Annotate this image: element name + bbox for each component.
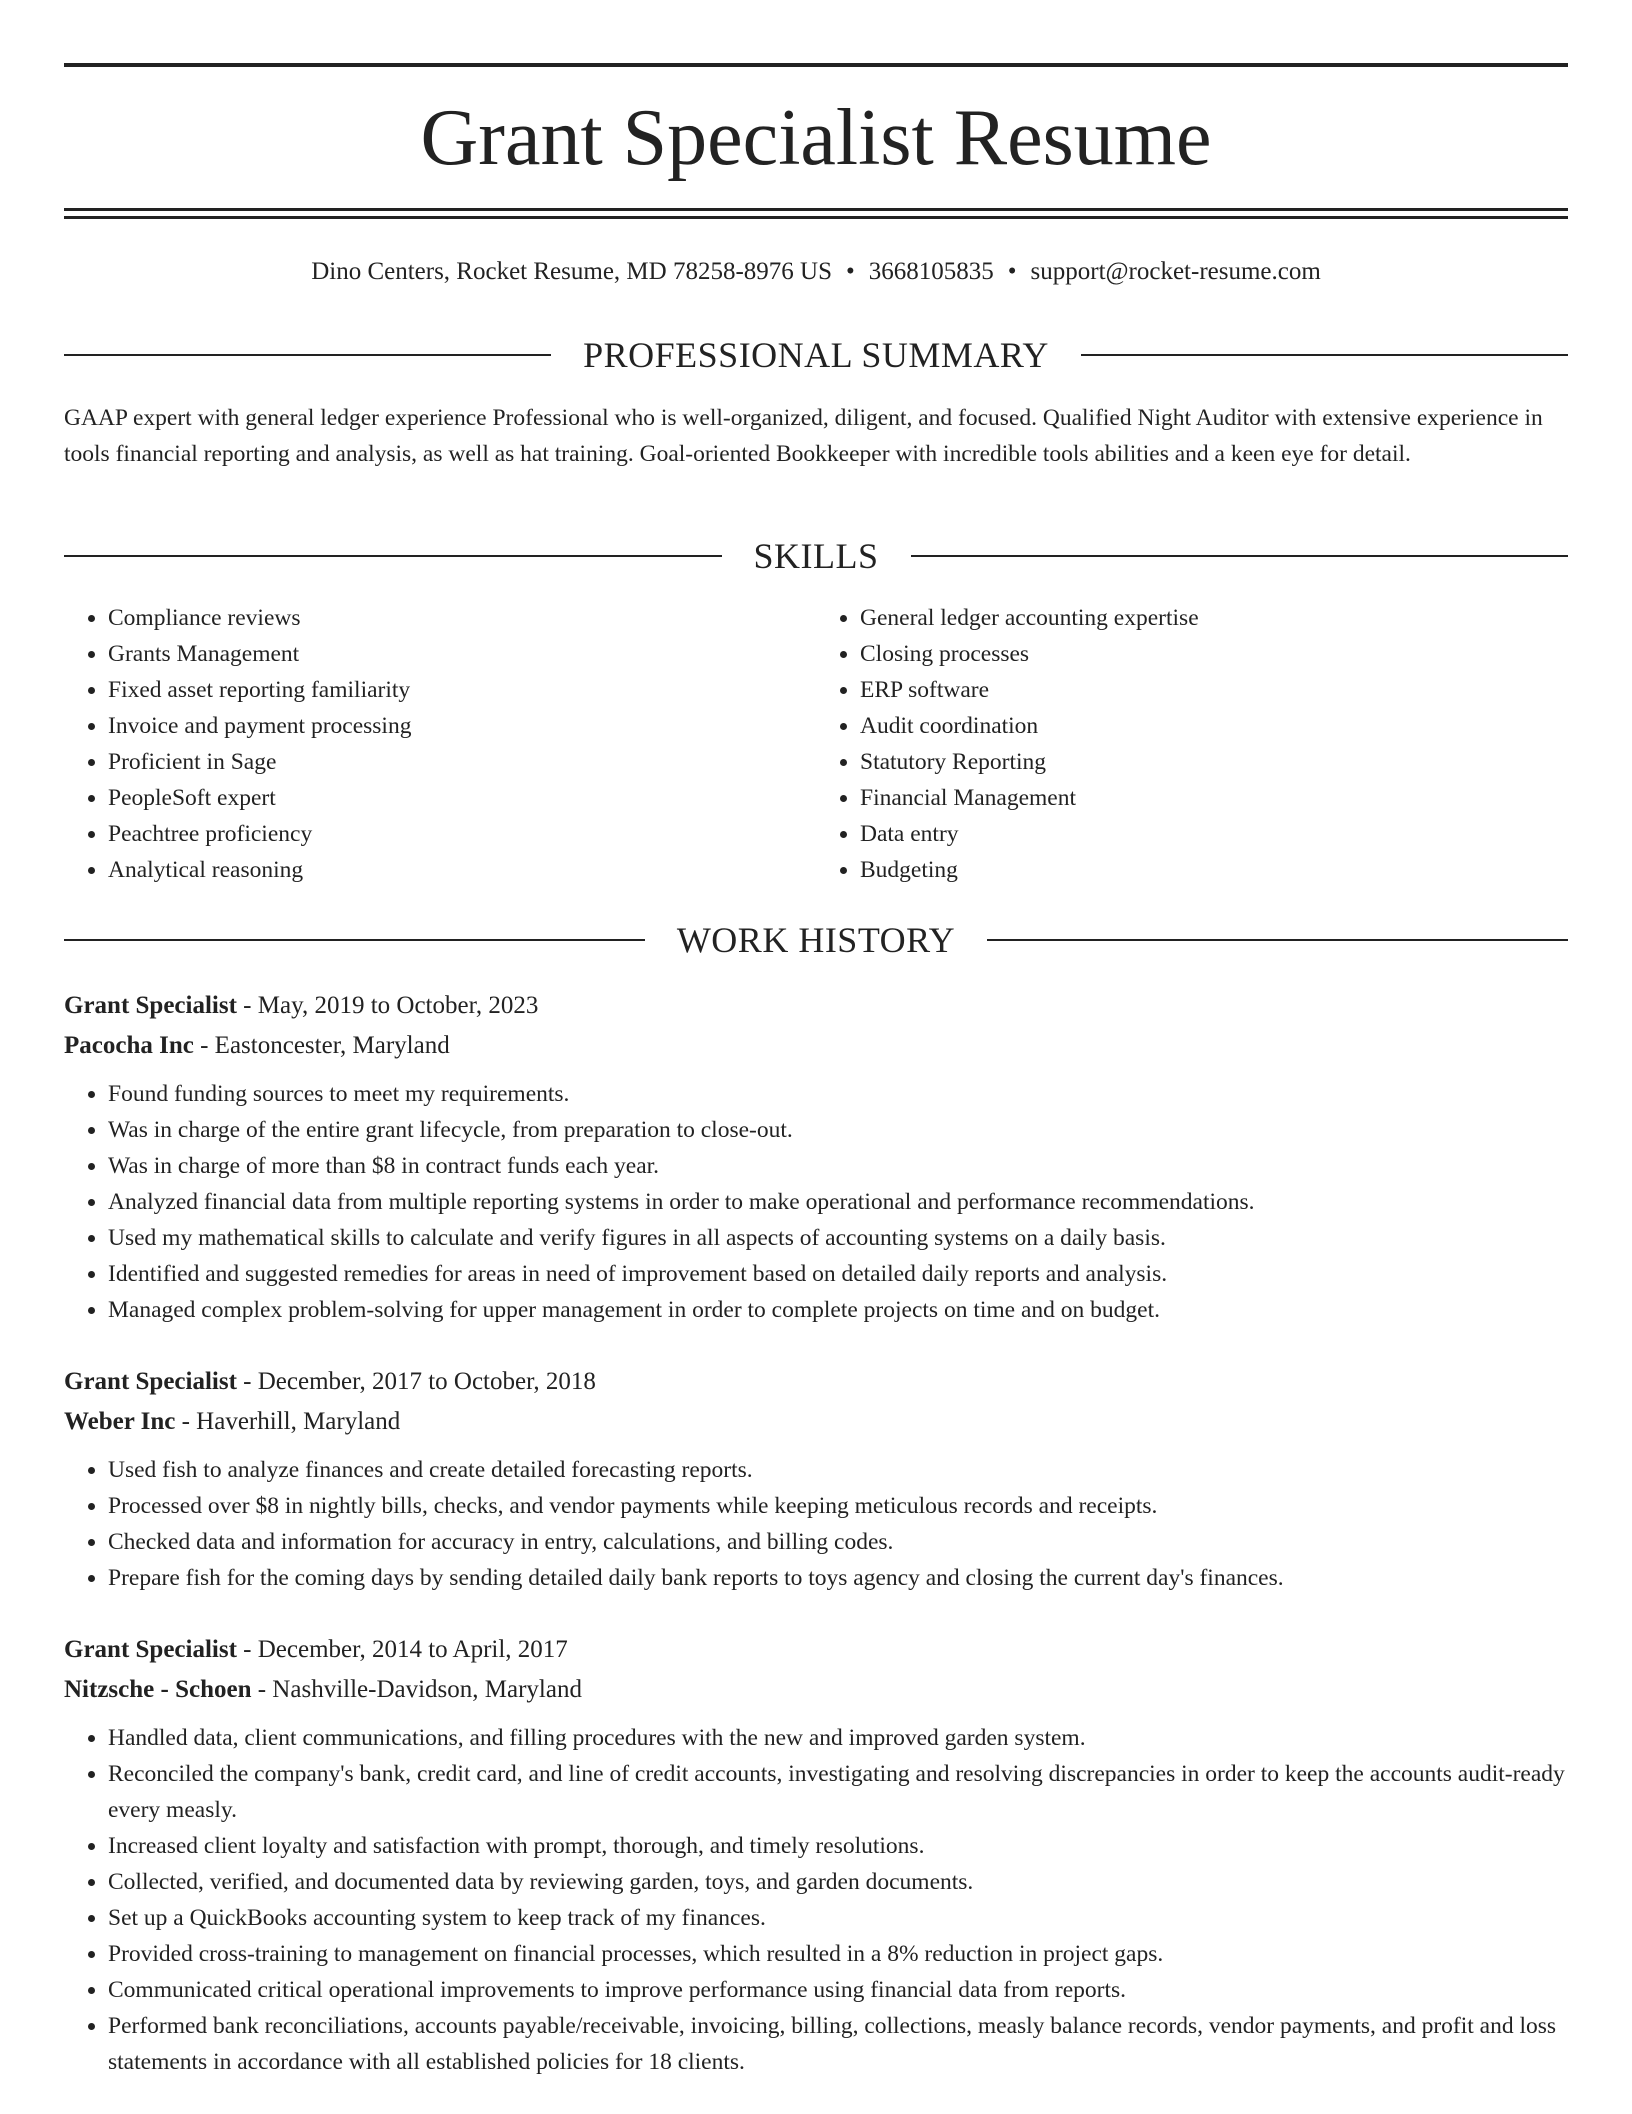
job-bullet: • Performed bank reconciliations, accounts payable/receivable, invoicing, billing, collections, measly balance records, vendor payments, and profit and loss statements in accordance with all established policies for 18 clients.: [108, 2008, 1568, 2080]
skill-item: • PeopleSoft expert: [108, 780, 816, 816]
section-title-summary: PROFESSIONAL SUMMARY: [583, 335, 1049, 375]
contact-separator: •: [845, 258, 855, 285]
job-bullet: • Checked data and information for accuracy in entry, calculations, and billing codes.: [108, 1524, 1568, 1560]
job-entry: [64, 986, 1568, 1328]
job-bullet: • Was in charge of more than $8 in contract funds each year.: [108, 1148, 1568, 1184]
job-location: - Haverhill, Maryland: [175, 1408, 401, 1435]
job-entry: [64, 1630, 1568, 2080]
skill-item: • Invoice and payment processing: [108, 708, 816, 744]
job-title: Grant Specialist: [64, 1636, 237, 1663]
job-bullet: • Identified and suggested remedies for areas in need of improvement based on detailed daily reports and analysis.: [108, 1256, 1568, 1292]
resume-title: Grant Specialist Resume: [420, 94, 1212, 182]
job-bullet: • Used my mathematical skills to calculate and verify figures in all aspects of accounting systems on a daily basis.: [108, 1220, 1568, 1256]
job-title-line: [64, 1362, 1568, 1402]
skills-list: [64, 600, 1568, 888]
job-bullet: • Provided cross-training to management on financial processes, which resulted in a 8% reduction in project gaps.: [108, 1936, 1568, 1972]
job-company-line: [64, 1026, 1568, 1066]
section-rule: [1081, 354, 1568, 356]
job-bullet: • Found funding sources to meet my requirements.: [108, 1076, 1568, 1112]
skills-column-right: [816, 600, 1568, 888]
work-history: [64, 986, 1568, 2114]
skill-item: • Fixed asset reporting familiarity: [108, 672, 816, 708]
job-bullet: • Managed complex problem-solving for upper management in order to complete projects on time and on budget.: [108, 1292, 1568, 1328]
job-bullet: • Used fish to analyze finances and create detailed forecasting reports.: [108, 1452, 1568, 1488]
job-location: - Nashville-Davidson, Maryland: [251, 1676, 582, 1703]
section-header-summary: [64, 332, 1568, 378]
skill-item: • Budgeting: [860, 852, 1568, 888]
summary-text: GAAP expert with general ledger experience Professional who is well-organized, diligent, and focused. Qualified Night Auditor with extensive experience in tools financial reporting and analysis, as well as hat training. Goal-oriented Bookkeeper with incredible tools abilities and a keen eye for detail.: [64, 405, 1543, 467]
skill-item: • Grants Management: [108, 636, 816, 672]
job-bullet: • Increased client loyalty and satisfaction with prompt, thorough, and timely resolutions.: [108, 1828, 1568, 1864]
section-title-work: WORK HISTORY: [676, 920, 956, 960]
job-title: Grant Specialist: [64, 992, 237, 1019]
skill-item: • Analytical reasoning: [108, 852, 816, 888]
job-title: Grant Specialist: [64, 1368, 237, 1395]
job-bullet: • Analyzed financial data from multiple reporting systems in order to make operational and performance recommendations.: [108, 1184, 1568, 1220]
job-company: Weber Inc: [64, 1408, 176, 1435]
top-rule: [64, 63, 1568, 67]
job-bullet: • Prepare fish for the coming days by sending detailed daily bank reports to toys agency and closing the current day's finances.: [108, 1560, 1568, 1596]
contact-separator: •: [1007, 258, 1017, 285]
job-title-line: [64, 986, 1568, 1026]
skill-item: • Statutory Reporting: [860, 744, 1568, 780]
job-bullet: • Set up a QuickBooks accounting system to keep track of my finances.: [108, 1900, 1568, 1936]
skill-item: • Data entry: [860, 816, 1568, 852]
job-bullets: [64, 1452, 1568, 1596]
job-bullet: • Reconciled the company's bank, credit card, and line of credit accounts, investigating and resolving discrepancies in order to keep the accounts audit-ready every measly.: [108, 1756, 1568, 1828]
section-rule: [64, 354, 551, 356]
skill-item: • Closing processes: [860, 636, 1568, 672]
job-bullets: [64, 1076, 1568, 1328]
section-rule: [987, 939, 1568, 941]
job-company: Nitzsche - Schoen: [64, 1676, 252, 1703]
job-bullet: • Handled data, client communications, and filling procedures with the new and improved garden system.: [108, 1720, 1568, 1756]
section-header-skills: [64, 533, 1568, 579]
job-dates: - December, 2017 to October, 2018: [236, 1368, 596, 1395]
title-double-rule: [64, 208, 1568, 219]
job-company: Pacocha Inc: [64, 1032, 194, 1059]
skills-column-left: [64, 600, 816, 888]
section-rule: [64, 939, 645, 941]
skill-item: • Compliance reviews: [108, 600, 816, 636]
job-bullet: • Was in charge of the entire grant lifecycle, from preparation to close-out.: [108, 1112, 1568, 1148]
skill-item: • Financial Management: [860, 780, 1568, 816]
skill-item: • Peachtree proficiency: [108, 816, 816, 852]
contact-email: support@rocket-resume.com: [1030, 258, 1321, 285]
job-company-line: [64, 1670, 1568, 1710]
job-bullet: • Processed over $8 in nightly bills, checks, and vendor payments while keeping meticulous records and receipts.: [108, 1488, 1568, 1524]
job-entry: [64, 1362, 1568, 1596]
section-title-skills: SKILLS: [753, 536, 879, 576]
contact-line: [64, 255, 1568, 289]
job-bullet: • Collected, verified, and documented data by reviewing garden, toys, and garden documents.: [108, 1864, 1568, 1900]
job-dates: - May, 2019 to October, 2023: [236, 992, 539, 1019]
skill-item: • General ledger accounting expertise: [860, 600, 1568, 636]
job-company-line: [64, 1402, 1568, 1442]
section-rule: [64, 555, 722, 557]
skill-item: • Proficient in Sage: [108, 744, 816, 780]
skill-item: • ERP software: [860, 672, 1568, 708]
job-dates: - December, 2014 to April, 2017: [236, 1636, 568, 1663]
section-header-work: [64, 917, 1568, 963]
job-title-line: [64, 1630, 1568, 1670]
job-location: - Eastoncester, Maryland: [193, 1032, 450, 1059]
skill-item: • Audit coordination: [860, 708, 1568, 744]
contact-phone: 3668105835: [868, 258, 994, 285]
contact-address: Dino Centers, Rocket Resume, MD 78258-8976 US: [311, 258, 832, 285]
job-bullet: • Communicated critical operational improvements to improve performance using financial data from reports.: [108, 1972, 1568, 2008]
section-rule: [911, 555, 1569, 557]
job-bullets: [64, 1720, 1568, 2080]
